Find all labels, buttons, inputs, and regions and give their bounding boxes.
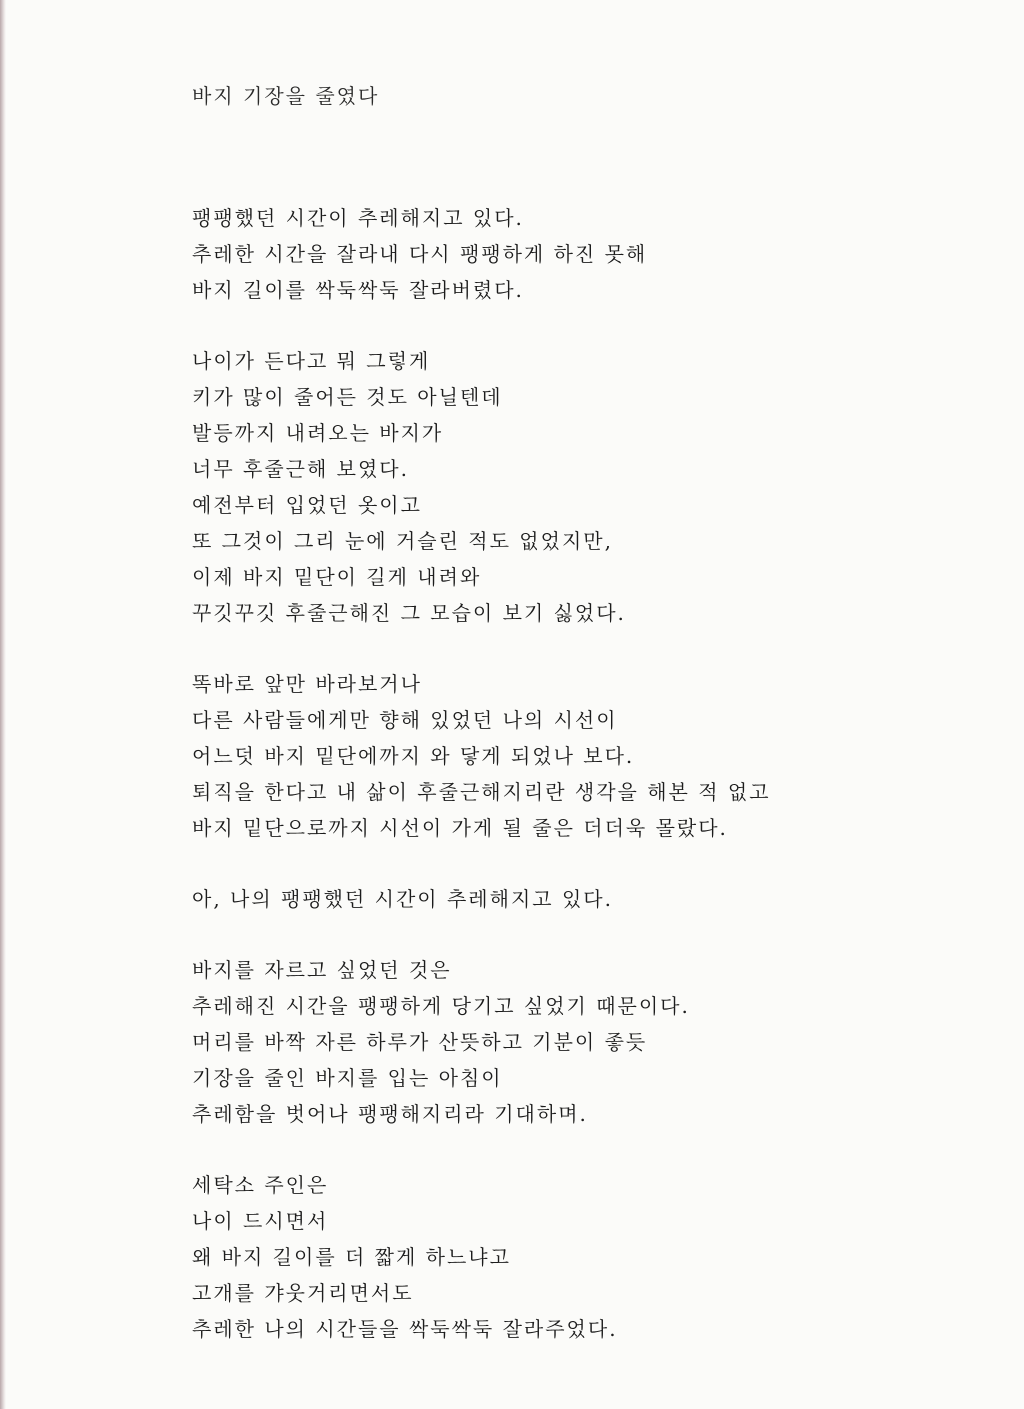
stanza-4 [192, 881, 992, 917]
scanned-page-edge [0, 0, 6, 1409]
poem-line: 기장을 줄인 바지를 입는 아침이 [192, 1066, 503, 1090]
poem-line: 또 그것이 그리 눈에 거슬린 적도 없었지만, [192, 529, 613, 553]
poem-line: 아, 나의 팽팽했던 시간이 추레해지고 있다. [192, 887, 613, 911]
poem-line: 다른 사람들에게만 향해 있었던 나의 시선이 [192, 708, 618, 732]
poem-line: 바지를 자르고 싶었던 것은 [192, 958, 452, 982]
poem-line: 바지 밑단으로까지 시선이 가게 될 줄은 더더욱 몰랐다. [192, 816, 728, 840]
poem-line: 왜 바지 길이를 더 짧게 하느냐고 [192, 1245, 511, 1269]
poem-line: 고개를 갸웃거리면서도 [192, 1281, 414, 1305]
stanza-1 [192, 200, 992, 308]
poem-line: 꾸깃꾸깃 후줄근해진 그 모습이 보기 싫었다. [192, 601, 626, 625]
poem-line: 추레해진 시간을 팽팽하게 당기고 싶었기 때문이다. [192, 994, 690, 1018]
poem-line: 추레한 시간을 잘라내 다시 팽팽하게 하진 못해 [192, 242, 648, 266]
poem-line: 세탁소 주인은 [192, 1173, 329, 1197]
stanza-2 [192, 343, 992, 631]
poem-line: 나이 드시면서 [192, 1209, 329, 1233]
poem-line: 추레함을 벗어나 팽팽해지리라 기대하며. [192, 1102, 588, 1126]
stanza-6 [192, 1167, 992, 1347]
poem-line: 어느덧 바지 밑단에까지 와 닿게 되었나 보다. [192, 744, 635, 768]
poem-title: 바지 기장을 줄였다 [192, 84, 380, 108]
poem-line: 발등까지 내려오는 바지가 [192, 421, 444, 445]
poem-line: 이제 바지 밑단이 길게 내려와 [192, 565, 482, 589]
poem-line: 추레한 나의 시간들을 싹둑싹둑 잘라주었다. [192, 1317, 618, 1341]
poem-line: 나이가 든다고 뭐 그렇게 [192, 349, 431, 373]
stanza-3 [192, 666, 992, 846]
poem-line: 키가 많이 줄어든 것도 아닐텐데 [192, 385, 503, 409]
stanza-5 [192, 952, 992, 1132]
poem-line: 퇴직을 한다고 내 삶이 후줄근해지리란 생각을 해본 적 없고 [192, 780, 771, 804]
poem-line: 똑바로 앞만 바라보거나 [192, 672, 422, 696]
poem-line: 바지 길이를 싹둑싹둑 잘라버렸다. [192, 278, 524, 302]
poem-line: 예전부터 입었던 옷이고 [192, 493, 422, 517]
poem-line: 너무 후줄근해 보였다. [192, 457, 409, 481]
poem-line: 머리를 바짝 자른 하루가 산뜻하고 기분이 좋듯 [192, 1030, 648, 1054]
poem-line: 팽팽했던 시간이 추레해지고 있다. [192, 206, 524, 230]
poem-document [192, 78, 992, 1382]
